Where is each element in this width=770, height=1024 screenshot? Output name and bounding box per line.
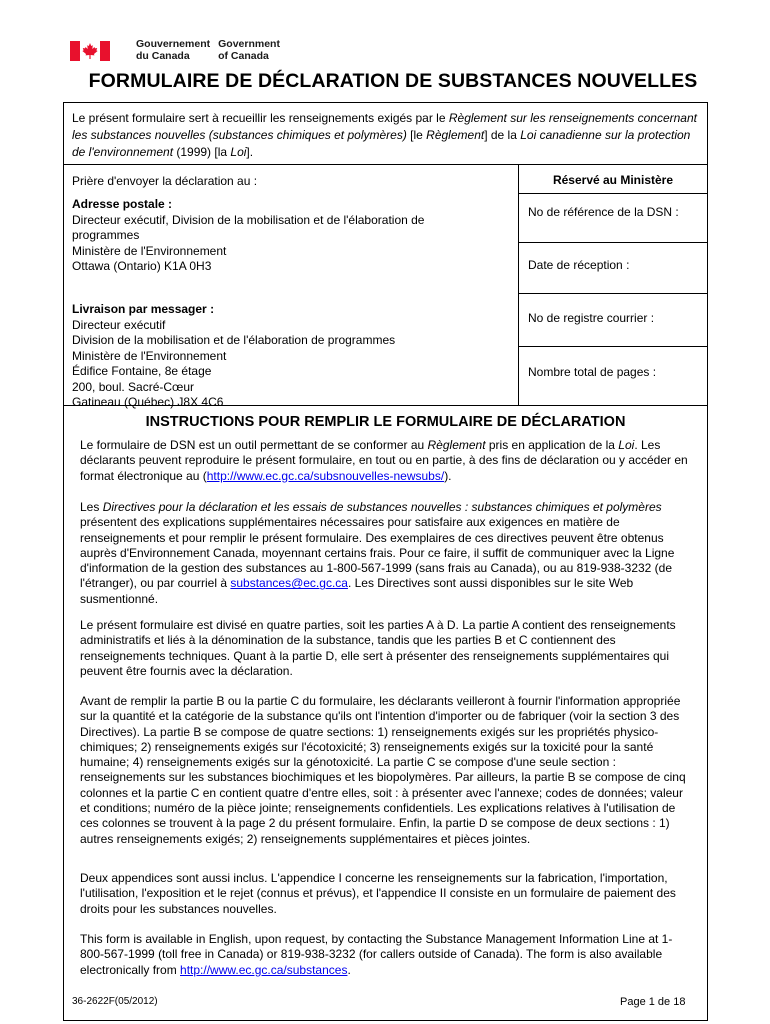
instructions-paragraph-6: This form is available in English, upon request, by contacting the Substance Management Information Line at 1-800-567-1999 (toll free in Canada) or 819-938-3232 (for callers outside of Canada). The form is also available electronically from http://www.ec.gc.ca/substances. [80, 932, 673, 977]
courier-address [72, 302, 395, 411]
address-line: 200, boul. Sacré-Cœur [72, 379, 195, 394]
instructions-paragraph-5: Deux appendices sont aussi inclus. L'appendice I concerne les renseignements sur la fabrication, l'importation, l'utilisation, l'exposition et le rejet (connus et prévus), et l'appendice II consiste en un formulaire de paiement des droits pour les substances nouvelles. [80, 871, 676, 916]
address-line: Ministère de l'Environnement [72, 348, 227, 363]
form-code: 36-2622F(05/2012) [72, 996, 158, 1007]
postal-address [72, 197, 424, 275]
intro-text: Le présent formulaire sert à recueillir les renseignements exigés par le Règlement sur les renseignements concernant les substances nouvelles (substances chimiques et polymères) [le Règlement] de la Loi canadienne sur la protection de l'environnement (1999) [la Loi]. [72, 111, 697, 159]
newsubs-link[interactable]: http://www.ec.gc.ca/subsnouvelles-newsubs/ [206, 468, 445, 483]
divider [518, 293, 708, 294]
address-line: Ministère de l'Environnement [72, 243, 227, 258]
instructions-title: INSTRUCTIONS POUR REMPLIR LE FORMULAIRE DE DÉCLARATION [145, 414, 626, 430]
address-line: programmes [72, 228, 140, 242]
address-line: Division de la mobilisation et de l'élaboration de programmes [72, 333, 396, 347]
page-title: FORMULAIRE DE DÉCLARATION DE SUBSTANCES NOUVELLES [88, 70, 698, 92]
divider [63, 164, 708, 165]
substances-link[interactable]: http://www.ec.gc.ca/substances [180, 962, 348, 977]
canada-flag-icon [70, 41, 110, 61]
gov-fr-line2: du Canada [136, 50, 190, 62]
instructions-paragraph-1: Le formulaire de DSN est un outil permettant de se conformer au Règlement pris en application de la Loi. Les déclarants peuvent reproduire le présent formulaire, en tout ou en partie, à des fins de déclaration ou y accéder en format électronique au (http://www.ec.gc.ca/subsnouvelles-newsubs/). [80, 438, 688, 483]
divider [518, 242, 708, 243]
instructions-paragraph-4: Avant de remplir la partie B ou la partie C du formulaire, les déclarants veilleront à fournir l'information appropriée sur la quantité et la catégorie de la substance qu'ils ont l'intention d'importer ou de fabriquer (voir la section 3 des Directives). La partie B se compose de quatre sections: 1) renseignements exigés sur les propriétés physico-chimiques; 2) renseignements exigés sur l'écotoxicité; 3) renseignements exigés sur la toxicité pour la santé humaine; 4) renseignements exigés sur la génotoxicité. La partie C se compose d'une seule section : renseignements sur les substances biochimiques et les biopolymères. Par ailleurs, la partie B se compose de cinq colonnes et la partie C en contient quatre d'entre elles, soit : à présenter avec l'annexe; codes de données; valeur et conditions; numéro de la pièce jointe; renseignements confidentiels. Les explications relatives à l'utilisation de ces colonnes se trouvent à la page 2 du présent formulaire. Enfin, la partie D se compose de deux sections : 1) autres renseignements exigés; 2) renseignements supplémentaires et pièces jointes. [80, 694, 686, 846]
instructions-paragraph-2: Les Directives pour la déclaration et les essais de substances nouvelles : substances chimiques et polymères présentent des explications supplémentaires nécessaires pour satisfaire aux exigences en matière de renseignements et pour remplir le présent formulaire. Des exemplaires de ces directives peuvent être obtenus auprès d'Environnement Canada, moyennant certains frais. Pour ce faire, il suffit de communiquer avec la Ligne d'information de la gestion des substances au 1-800-567-1999 (sans frais au Canada), ou au 819-938-3232 (de l'étranger), ou par courriel à substances@ec.gc.ca. Les Directives sont aussi disponibles sur le site Web susmentionné. [80, 500, 675, 606]
gov-name-en [218, 38, 280, 62]
gov-fr-line1: Gouvernement [136, 38, 211, 50]
address-line: Gatineau (Québec) J8X 4C6 [72, 395, 224, 409]
divider [518, 193, 708, 194]
send-prompt: Prière d'envoyer la déclaration au : [72, 174, 258, 188]
divider [518, 346, 708, 347]
gov-en-line2: of Canada [218, 50, 269, 62]
total-pages-field: Nombre total de pages : [528, 365, 657, 379]
divider [518, 164, 519, 405]
courier-title: Livraison par messager : [72, 302, 215, 316]
address-line: Directeur exécutif [72, 317, 166, 332]
address-line: Ottawa (Ontario) K1A 0H3 [72, 259, 212, 273]
government-signature [70, 38, 280, 62]
postal-title: Adresse postale : [72, 197, 173, 211]
address-line: Directeur exécutif, Division de la mobilisation et de l'élaboration de [72, 212, 425, 227]
gov-name-fr [136, 38, 210, 62]
date-received-field: Date de réception : [528, 258, 630, 272]
gov-en-line1: Government [218, 38, 280, 50]
dsn-reference-field: No de référence de la DSN : [528, 205, 679, 219]
address-line: Édifice Fontaine, 8e étage [72, 364, 212, 378]
instructions-paragraph-3: Le présent formulaire est divisé en quatre parties, soit les parties A à D. La partie A contient des renseignements administratifs et liés à la dénomination de la substance, tandis que les parties B et C contiennent des renseignements techniques. Quant à la partie D, elle sert à présenter des renseignements supplémentaires qui peuvent être fournis avec la déclaration. [80, 618, 676, 678]
reserved-title: Réservé au Ministère [552, 173, 674, 187]
email-link[interactable]: substances@ec.gc.ca [230, 576, 348, 591]
page-number: Page 1 de 18 [620, 996, 686, 1008]
courier-registry-field: No de registre courrier : [528, 311, 655, 325]
